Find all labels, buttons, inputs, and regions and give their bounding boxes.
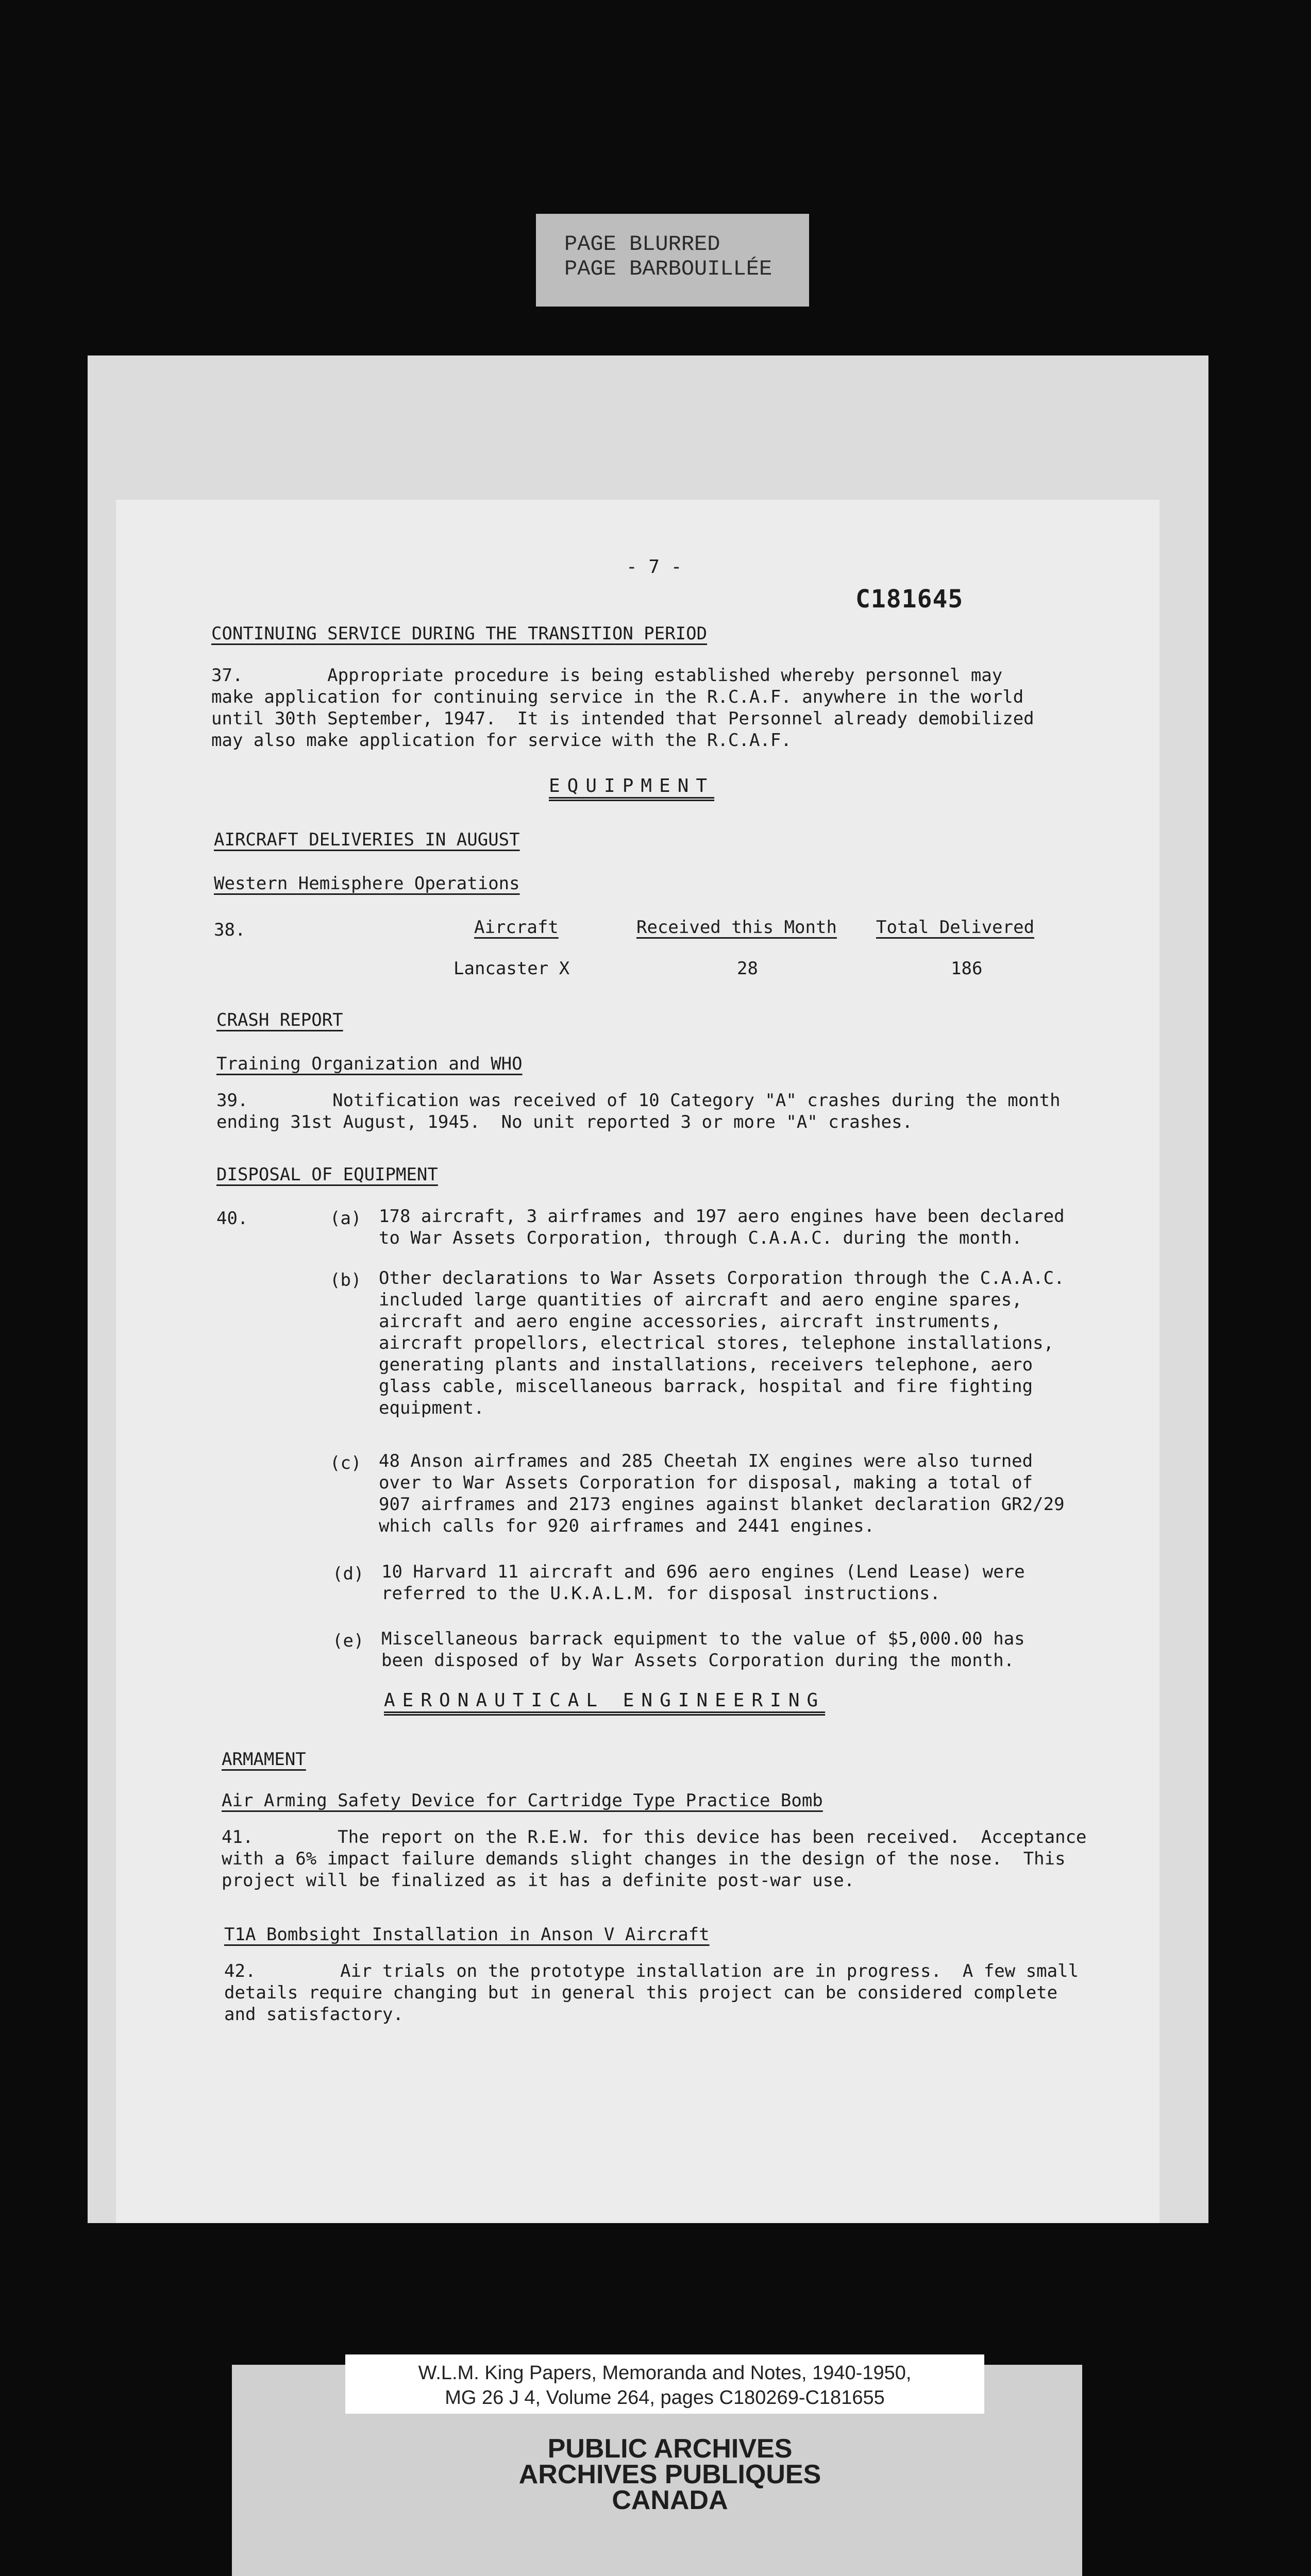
citation-line-1: W.L.M. King Papers, Memoranda and Notes, 1940-1950, [418,2362,912,2384]
item-c-text: 48 Anson airframes and 285 Cheetah IX engines were also turned over to War Assets Corporation for disposal, making a total of 907 airframes and 2173 engines against blanket declaration GR2/29 which calls for 920 airframes and 2441 engines. [379,1451,1065,1536]
page-blurred-label [536,214,809,307]
table-row-total: 186 [951,958,983,979]
western-hemisphere-heading: Western Hemisphere Operations [214,873,520,894]
item-e-text: Miscellaneous barrack equipment to the value of $5,000.00 has been disposed of by War Assets Corporation during the month. [381,1629,1025,1671]
disposal-heading: DISPOSAL OF EQUIPMENT [216,1164,438,1185]
table-row-received: 28 [737,958,758,979]
archives-line-3: CANADA [612,2485,728,2515]
item-b-text: Other declarations to War Assets Corporation through the C.A.A.C. included large quantities of aircraft and aero engine spares, aircraft and aero engine accessories, aircraft instruments, aircraft propellors, electrical stores, telephone installations, generating plants and installations, receivers telephone, aero glass cable, miscellaneous barrack, hospital and fire fighting equipment. [379,1268,1065,1418]
document-id: C181645 [855,585,964,614]
table-row-aircraft: Lancaster X [453,958,570,979]
item-c-label: (c) [330,1453,362,1473]
item-d-label: (d) [332,1564,364,1584]
archives-line-2: ARCHIVES PUBLIQUES [518,2460,821,2489]
paragraph-40-number: 40. [216,1208,248,1229]
item-a-text: 178 aircraft, 3 airframes and 197 aero engines have been declared to War Assets Corporation, through C.A.A.C. during the month. [379,1206,1065,1248]
armament-heading: ARMAMENT [222,1749,306,1770]
blurred-label-fr: PAGE BARBOUILLÉE [564,257,772,281]
column-total: Total Delivered [876,917,1035,938]
continuing-service-heading: CONTINUING SERVICE DURING THE TRANSITION PERIOD [211,623,708,644]
column-received: Received this Month [636,917,837,938]
paragraph-42: 42. Air trials on the prototype installation are in progress. A few small details require changing but in general this project can be considered complete and satisfactory. [224,1961,1079,2025]
citation-line-2: MG 26 J 4, Volume 264, pages C180269-C181655 [445,2387,885,2409]
crash-report-heading: CRASH REPORT [216,1010,343,1030]
blurred-label-en: PAGE BLURRED [564,232,720,257]
paragraph-37: 37. Appropriate procedure is being established whereby personnel may make application for continuing service in the R.C.A.F. anywhere in the world until 30th September, 1947. It is intended that Personnel already demobilized may also make application for service with the R.C.A.F. [211,665,1034,751]
citation-card [345,2354,984,2414]
training-organization-heading: Training Organization and WHO [216,1054,523,1074]
air-arming-heading: Air Arming Safety Device for Cartridge Type Practice Bomb [222,1790,823,1811]
column-aircraft: Aircraft [474,917,559,938]
paragraph-38-number: 38. [214,920,246,940]
archives-stamp [350,2436,989,2513]
page-number: - 7 - [626,556,682,578]
aeronautical-engineering-heading: AERONAUTICAL ENGINEERING [384,1690,826,1711]
t1a-bombsight-heading: T1A Bombsight Installation in Anson V Aircraft [224,1924,710,1945]
item-d-text: 10 Harvard 11 aircraft and 696 aero engines (Lend Lease) were referred to the U.K.A.L.M. for disposal instructions. [381,1562,1025,1604]
item-b-label: (b) [330,1270,362,1291]
aircraft-deliveries-heading: AIRCRAFT DELIVERIES IN AUGUST [214,829,520,850]
item-e-label: (e) [332,1631,364,1651]
paragraph-39: 39. Notification was received of 10 Category "A" crashes during the month ending 31st August, 1945. No unit reported 3 or more "A" crashes. [216,1090,1061,1132]
item-a-label: (a) [330,1208,362,1229]
paragraph-41: 41. The report on the R.E.W. for this device has been received. Acceptance with a 6% impact failure demands slight changes in the design of the nose. This project will be finalized as it has a definite post-war use. [222,1827,1087,1891]
archives-line-1: PUBLIC ARCHIVES [547,2434,793,2464]
equipment-heading: EQUIPMENT [549,775,715,796]
